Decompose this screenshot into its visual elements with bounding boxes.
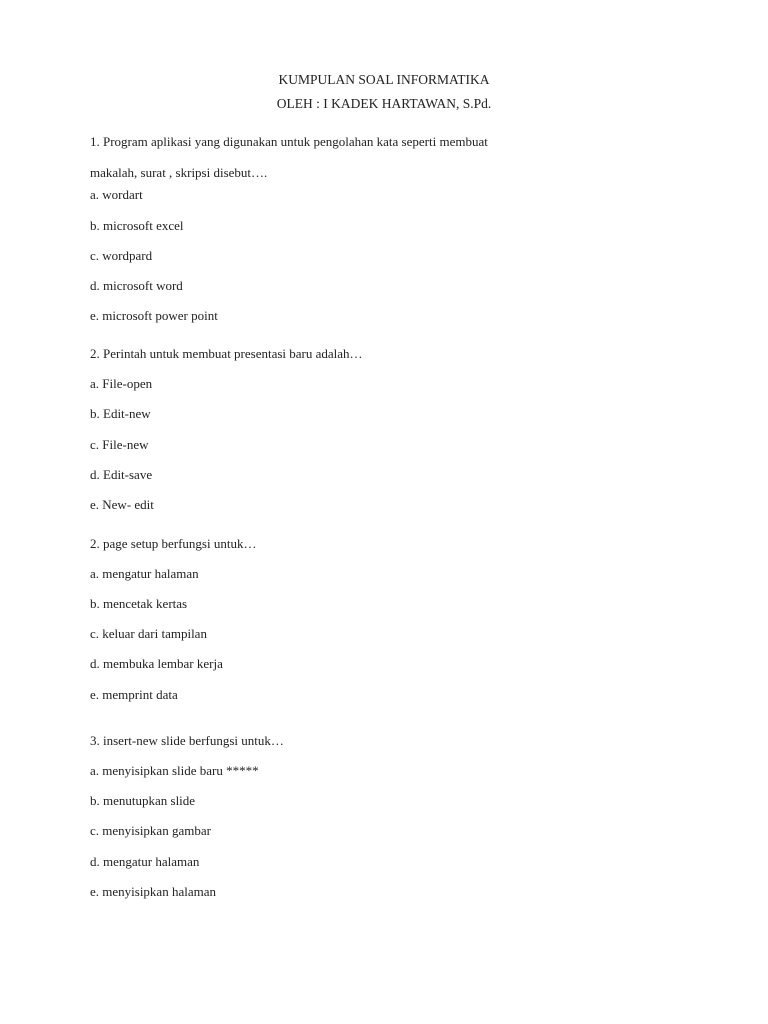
question-1-option-c: c. wordpard bbox=[90, 248, 153, 263]
question-4-option-e: e. menyisipkan halaman bbox=[90, 884, 216, 899]
question-3-option-b: b. mencetak kertas bbox=[90, 596, 188, 611]
document-title: KUMPULAN SOAL INFORMATIKA bbox=[278, 72, 490, 87]
question-2-option-d: d. Edit-save bbox=[90, 467, 153, 482]
question-3-option-d: d. membuka lembar kerja bbox=[90, 656, 223, 671]
question-1-text: 1. Program aplikasi yang digunakan untuk pengolahan kata seperti membuat bbox=[90, 134, 488, 149]
question-4-option-b: b. menutupkan slide bbox=[90, 793, 196, 808]
question-3-option-e: e. memprint data bbox=[90, 687, 178, 702]
question-1-option-a: a. wordart bbox=[90, 187, 143, 202]
question-2-option-e: e. New- edit bbox=[90, 497, 154, 512]
question-2-option-b: b. Edit-new bbox=[90, 406, 151, 421]
question-4-text: 3. insert-new slide berfungsi untuk… bbox=[90, 733, 284, 748]
question-3-option-a: a. mengatur halaman bbox=[90, 566, 199, 581]
question-4-option-a: a. menyisipkan slide baru ***** bbox=[90, 763, 259, 778]
document-author: OLEH : I KADEK HARTAWAN, S.Pd. bbox=[276, 96, 492, 111]
question-1-option-e: e. microsoft power point bbox=[90, 308, 218, 323]
question-1-text-cont: makalah, surat , skripsi disebut…. bbox=[90, 165, 268, 180]
question-2-text: 2. Perintah untuk membuat presentasi baru adalah… bbox=[90, 346, 363, 361]
question-1-option-b: b. microsoft excel bbox=[90, 218, 184, 233]
question-3-option-c: c. keluar dari tampilan bbox=[90, 626, 207, 641]
question-3-text: 2. page setup berfungsi untuk… bbox=[90, 536, 257, 551]
question-2-option-a: a. File-open bbox=[90, 376, 153, 391]
question-4-option-d: d. mengatur halaman bbox=[90, 854, 200, 869]
question-1-option-d: d. microsoft word bbox=[90, 278, 183, 293]
question-2-option-c: c. File-new bbox=[90, 437, 149, 452]
question-4-option-c: c. menyisipkan gambar bbox=[90, 823, 211, 838]
